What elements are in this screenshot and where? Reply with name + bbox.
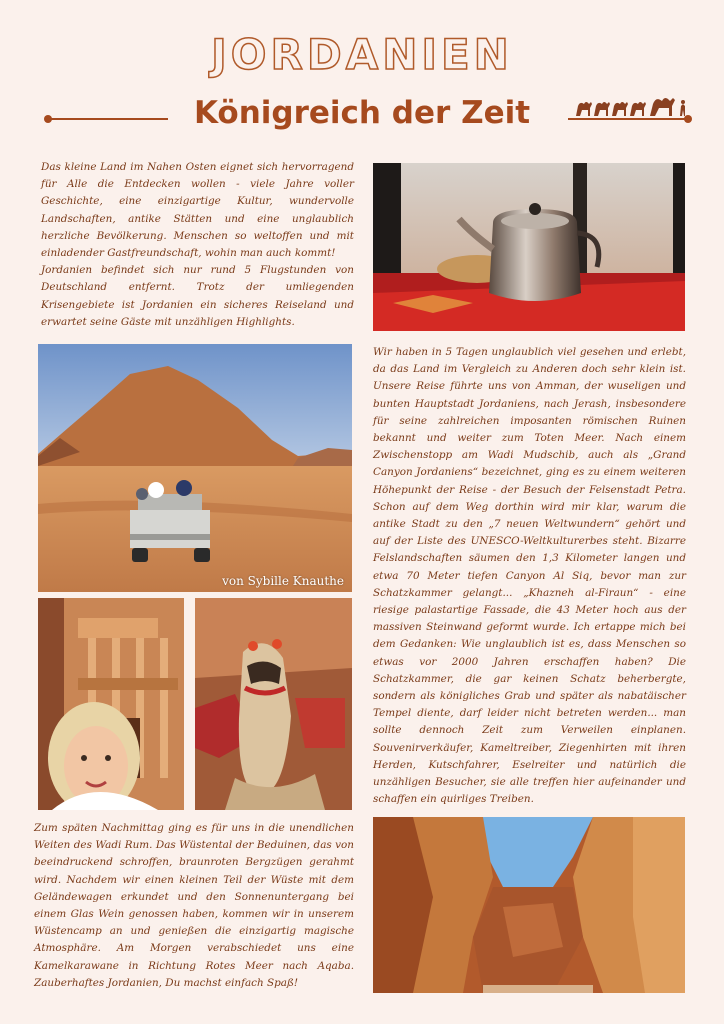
siq-canyon-photo [373, 817, 685, 993]
main-story-text [373, 344, 686, 808]
page-title: JORDANIEN [211, 30, 513, 79]
petra-selfie-photo [38, 598, 184, 810]
intro-paragraph-1: Das kleine Land im Nahen Osten eignet sich hervorragend für Alle die Entdecken wollen - viele Jahre voller Geschichte, eine einzigartige Kultur, wundervolle Landschaften, antike Stätten und eine unglaublich herzliche Bevölkerung. Menschen so weltoffen und mit einladender Gastfreundschaft, wohin man auch kommt! [41, 161, 354, 260]
wadi-rum-paragraph: Zum späten Nachmittag ging es für uns in die unendlichen Weiten des Wadi Rum. Das Wüstental der Beduinen, das von beeindruckend schroffen, braunroten Bergzügen gerahmt wird. Nachdem wir einen kleinen Teil der Wüste mit dem Geländewagen erkundet und den Sonnenuntergang bei einem Glas Wein genossen haben, kommen wir in unserem Wüstencamp an und genießen die einzigartig magische Atmosphäre. Am Morgen verabschiedet uns eine Kamelkarawane in Richtung Rotes Meer nach Aqaba. Zauberhaftes Jordanien, Du machst einfach Spaß! [34, 822, 354, 989]
main-story-paragraph: Wir haben in 5 Tagen unglaublich viel gesehen und erlebt, da das Land im Vergleich zu Anderen doch sehr klein ist. Unsere Reise führte uns von Amman, der wuseligen und bunten Hauptstadt Jordaniens, nach Jerash, insbesondere für seine zahlreichen imposanten römischen Ruinen bekannt und weiter zum Toten Meer. Nach einem Zwischenstopp am Wadi Mudschib, auch als „Grand Canyon Jordaniens“ bezeichnet, ging es zu einem weiteren Höhepunkt der Reise - der Besuch der Felsenstadt Petra. Schon auf dem Weg dorthin wird mir klar, warum die antike Stadt zu den „7 neuen Weltwundern“ gehört und auf der Liste des UNESCO-Weltkulturerbes steht. Bizarre Felslandschaften säumen den 1,3 Kilometer langen und etwa 70 Meter tiefen Canyon Al Siq, bevor man zur Schatzkammer gelangt... „Khazneh al-Firaun“ - eine riesige palastartige Fassade, die 43 Meter hoch aus der massiven Steinwand geformt wurde. Ich ertappe mich bei dem Gedanken: Wie unglaublich ist es, dass Menschen so etwas vor 2000 Jahren erschaffen haben? Die Schatzkammer, die gar keinen Schatz beherbergte, sondern als königliches Grab und später als nabatäischer Tempel diente, darf leider nicht betreten werden... man sollte dennoch Zeit zum Verweilen einplanen. Souvenirverkäufer, Kameltreiber, Ziegenhirten mit ihren Herden, Kutschfahrer, Eselreiter und natürlich die unzähligen Besucher, sie alle treffen hier aufeinander und schaffen ein quirliges Treiben. [373, 346, 686, 806]
wadi-rum-photo [38, 344, 352, 592]
camel-caravan-icon [574, 92, 690, 118]
camel-photo [195, 598, 352, 810]
title-divider-right [568, 118, 690, 120]
page-subtitle: Königreich der Zeit [193, 95, 531, 131]
photo-credit: von Sybille Knauthe [222, 574, 344, 588]
intro-text [41, 159, 354, 331]
teapot-photo [373, 163, 685, 331]
intro-paragraph-2: Jordanien befindet sich nur rund 5 Flugstunden von Deutschland entfernt. Trotz der umliegenden Krisengebiete ist Jordanien ein sicheres Reiseland und erwartet seine Gäste mit unzähligen Highlights. [41, 264, 354, 328]
wadi-rum-text [34, 820, 354, 992]
